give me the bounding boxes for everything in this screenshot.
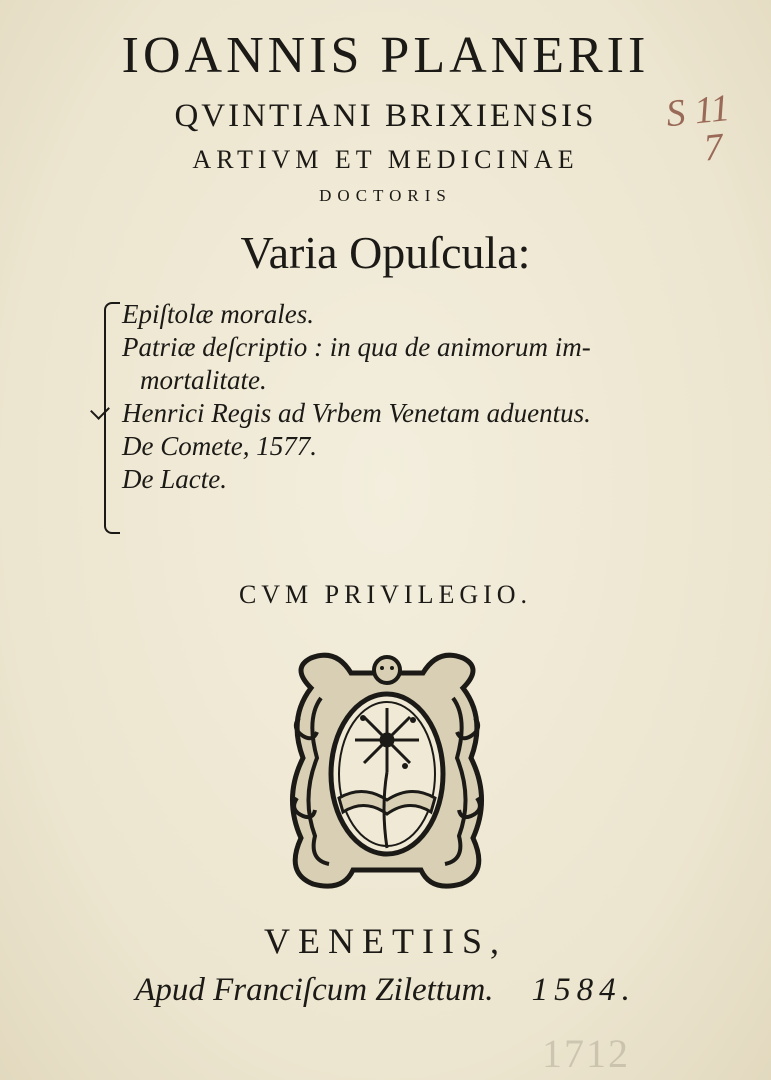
- contents-item: Henrici Regis ad Vrbem Venetam aduentus.: [122, 398, 591, 428]
- author-degree: ARTIVM ET MEDICINAE: [192, 145, 579, 174]
- annotation-top: S 11: [663, 86, 732, 136]
- contents-item: De Comete, 1577.: [122, 431, 317, 461]
- contents-item: De Lacte.: [122, 464, 227, 494]
- author-title: DOCTORIS: [319, 186, 452, 205]
- author-name: IOANNIS PLANERII: [121, 27, 650, 84]
- brace-icon: [104, 302, 120, 534]
- imprint-year: 1584.: [531, 972, 636, 1008]
- imprint-line: [0, 972, 771, 1009]
- shelfmark: 1712: [542, 1031, 630, 1076]
- work-title: Varia Opuſcula:: [240, 227, 531, 278]
- contents-item: Patriæ deſcriptio : in qua de animorum im-: [122, 332, 591, 362]
- manuscript-annotation: [663, 86, 735, 171]
- contents-item: mortalitate.: [140, 365, 267, 395]
- imprint-printer: Apud Franciſcum Zilettum.: [135, 972, 494, 1008]
- imprint-city: VENETIIS,: [264, 921, 507, 961]
- annotation-bottom: 7: [701, 125, 726, 170]
- author-origin: QVINTIANI BRIXIENSIS: [174, 98, 597, 134]
- privilege-statement: CVM PRIVILEGIO.: [238, 580, 533, 609]
- printer-device-icon: [281, 648, 493, 892]
- contents-item: Epiſtolæ morales.: [122, 299, 315, 329]
